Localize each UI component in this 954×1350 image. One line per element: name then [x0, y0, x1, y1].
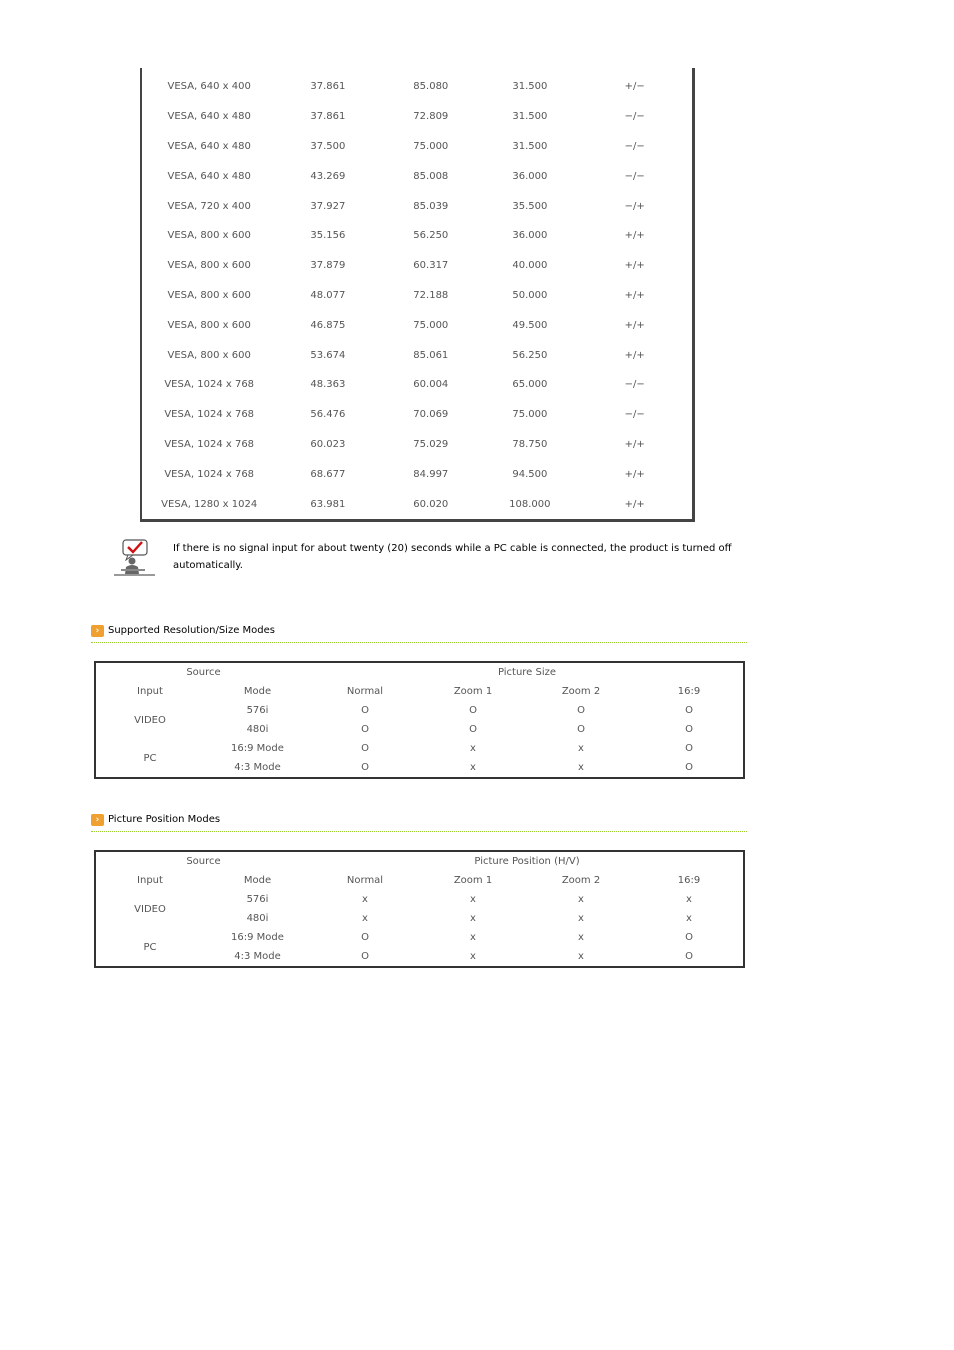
value-cell: x — [470, 894, 476, 905]
table-cell: 48.077 — [310, 289, 346, 301]
table-cell: 60.317 — [413, 260, 449, 272]
header-row — [96, 852, 743, 871]
chevron-right-icon: › — [91, 814, 104, 826]
table-row — [142, 430, 692, 460]
table-cell: 85.061 — [413, 349, 449, 361]
table-cell: 56.476 — [310, 409, 346, 421]
table-row — [142, 370, 692, 400]
table-row — [96, 928, 743, 947]
table-cell: 31.500 — [512, 140, 548, 152]
value-cell: x — [470, 762, 476, 773]
table-cell: 94.500 — [512, 468, 548, 480]
table-cell: VESA, 640 x 480 — [167, 111, 251, 123]
table-cell: VESA, 1024 x 768 — [164, 379, 255, 391]
mode-cell: 480i — [246, 724, 269, 735]
table-cell: VESA, 640 x 480 — [167, 140, 251, 152]
table-cell: 60.020 — [413, 498, 449, 510]
table-cell: 84.997 — [413, 468, 449, 480]
table-row — [142, 489, 692, 519]
table-cell: VESA, 1024 x 768 — [164, 438, 255, 450]
value-cell: x — [470, 951, 476, 962]
table-cell: −/− — [624, 170, 645, 182]
table-cell: 63.981 — [310, 498, 346, 510]
value-cell: x — [578, 762, 584, 773]
section-title-resolution: Supported Resolution/Size Modes — [108, 625, 275, 636]
value-cell: x — [470, 743, 476, 754]
value-cell: O — [361, 724, 369, 735]
column-header: Normal — [346, 875, 384, 886]
table-cell: 37.879 — [310, 260, 346, 272]
input-cell: VIDEO — [134, 903, 166, 915]
column-header: Normal — [346, 686, 384, 697]
column-header: Mode — [243, 875, 272, 886]
value-cell: O — [577, 705, 585, 716]
table-cell: 56.250 — [413, 230, 449, 242]
table-cell: 43.269 — [310, 170, 346, 182]
group-header: Picture Size — [497, 667, 557, 678]
table-cell: 78.750 — [512, 438, 548, 450]
table-cell: 65.000 — [512, 379, 548, 391]
table-cell: 75.000 — [413, 140, 449, 152]
table-cell: VESA, 640 x 480 — [167, 170, 251, 182]
position-table-frame — [94, 850, 745, 968]
table-row — [142, 281, 692, 311]
value-cell: O — [685, 932, 693, 943]
table-cell: VESA, 800 x 600 — [167, 260, 251, 272]
table-cell: 72.809 — [413, 111, 449, 123]
table-cell: 37.861 — [310, 81, 346, 93]
table-cell: +/+ — [624, 230, 645, 242]
table-cell: 31.500 — [512, 81, 548, 93]
value-cell: O — [577, 724, 585, 735]
value-cell: x — [578, 894, 584, 905]
mode-cell: 4:3 Mode — [234, 762, 281, 773]
value-cell: O — [361, 705, 369, 716]
table-cell: 60.023 — [310, 438, 346, 450]
column-header: Zoom 1 — [453, 686, 493, 697]
table-cell: 53.674 — [310, 349, 346, 361]
value-cell: x — [470, 932, 476, 943]
note-text: If there is no signal input for about twenty (20) seconds while a PC cable is connected, the product is turned off automatically. — [173, 543, 732, 571]
table-cell: 56.250 — [512, 349, 548, 361]
table-row — [142, 221, 692, 251]
value-cell: O — [685, 762, 693, 773]
header-row — [96, 663, 743, 682]
column-header: Zoom 1 — [453, 875, 493, 886]
table-cell: 108.000 — [509, 498, 551, 510]
header-row — [96, 682, 743, 701]
table-cell: 37.861 — [310, 111, 346, 123]
table-cell: −/− — [624, 140, 645, 152]
table-cell: 75.029 — [413, 438, 449, 450]
value-cell: O — [685, 951, 693, 962]
table-cell: VESA, 640 x 400 — [167, 81, 251, 93]
resolution-table — [96, 663, 743, 777]
value-cell: x — [362, 913, 368, 924]
value-cell: x — [686, 913, 692, 924]
table-cell: +/+ — [624, 319, 645, 331]
table-cell: 49.500 — [512, 319, 548, 331]
value-cell: O — [361, 951, 369, 962]
table-cell: 70.069 — [413, 409, 449, 421]
table-row — [142, 310, 692, 340]
table-cell: VESA, 1024 x 768 — [164, 468, 255, 480]
resolution-table-frame — [94, 661, 745, 779]
checkmark-note-icon — [112, 538, 156, 576]
table-cell: +/+ — [624, 468, 645, 480]
table-row — [96, 701, 743, 720]
table-cell: 68.677 — [310, 468, 346, 480]
timing-table — [142, 72, 692, 519]
table-cell: −/− — [624, 409, 645, 421]
table-cell: +/+ — [624, 438, 645, 450]
table-cell: +/+ — [624, 289, 645, 301]
column-header: 16:9 — [677, 686, 701, 697]
column-header: Mode — [243, 686, 272, 697]
value-cell: x — [362, 894, 368, 905]
table-cell: VESA, 800 x 600 — [167, 319, 251, 331]
table-row — [142, 102, 692, 132]
mode-cell: 16:9 Mode — [231, 743, 284, 754]
table-cell: 46.875 — [310, 319, 346, 331]
column-header: 16:9 — [677, 875, 701, 886]
mode-cell: 480i — [246, 913, 269, 924]
value-cell: O — [469, 705, 477, 716]
position-table — [96, 852, 743, 966]
table-cell: +/+ — [624, 349, 645, 361]
table-cell: 37.500 — [310, 140, 346, 152]
table-cell: VESA, 800 x 600 — [167, 230, 251, 242]
column-header: Input — [137, 875, 163, 886]
table-cell: 60.004 — [413, 379, 449, 391]
value-cell: O — [685, 724, 693, 735]
value-cell: O — [685, 743, 693, 754]
table-cell: +/− — [624, 81, 645, 93]
table-cell: 31.500 — [512, 111, 548, 123]
table-cell: 40.000 — [512, 260, 548, 272]
table-row — [96, 890, 743, 909]
value-cell: x — [578, 913, 584, 924]
source-header: Source — [186, 667, 221, 678]
section-header-position — [91, 813, 747, 832]
table-cell: −/− — [624, 379, 645, 391]
input-cell: VIDEO — [134, 714, 166, 726]
value-cell: O — [469, 724, 477, 735]
table-row — [142, 72, 692, 102]
section-title-position: Picture Position Modes — [108, 814, 221, 825]
table-cell: +/+ — [624, 260, 645, 272]
table-cell: 85.080 — [413, 81, 449, 93]
header-row — [96, 871, 743, 890]
table-cell: 37.927 — [310, 200, 346, 212]
value-cell: O — [685, 705, 693, 716]
column-header: Zoom 2 — [561, 686, 601, 697]
mode-cell: 576i — [246, 705, 269, 716]
table-cell: VESA, 1024 x 768 — [164, 409, 255, 421]
mode-cell: 4:3 Mode — [234, 951, 281, 962]
table-row — [142, 132, 692, 162]
table-row — [142, 459, 692, 489]
table-row — [142, 340, 692, 370]
table-cell: 75.000 — [413, 319, 449, 331]
column-header: Zoom 2 — [561, 875, 601, 886]
chevron-right-icon: › — [91, 625, 104, 637]
value-cell: x — [470, 913, 476, 924]
input-cell: PC — [143, 941, 157, 953]
table-row — [96, 739, 743, 758]
table-cell: VESA, 720 x 400 — [167, 200, 251, 212]
table-cell: 75.000 — [512, 409, 548, 421]
source-header: Source — [186, 856, 221, 867]
input-cell: PC — [143, 752, 157, 764]
timing-table-frame — [140, 68, 695, 522]
table-cell: −/− — [624, 111, 645, 123]
table-cell: 72.188 — [413, 289, 449, 301]
table-cell: 35.500 — [512, 200, 548, 212]
value-cell: x — [578, 932, 584, 943]
table-cell: VESA, 800 x 600 — [167, 349, 251, 361]
value-cell: O — [361, 743, 369, 754]
table-row — [142, 251, 692, 281]
value-cell: x — [686, 894, 692, 905]
table-cell: VESA, 1280 x 1024 — [161, 498, 258, 510]
table-cell: 36.000 — [512, 230, 548, 242]
table-cell: 48.363 — [310, 379, 346, 391]
table-cell: 35.156 — [310, 230, 346, 242]
value-cell: x — [578, 951, 584, 962]
mode-cell: 576i — [246, 894, 269, 905]
group-header: Picture Position (H/V) — [474, 856, 580, 867]
table-cell: 50.000 — [512, 289, 548, 301]
table-cell: −/+ — [624, 200, 645, 212]
value-cell: O — [361, 762, 369, 773]
value-cell: x — [578, 743, 584, 754]
note-block — [112, 538, 732, 578]
table-cell: 85.039 — [413, 200, 449, 212]
mode-cell: 16:9 Mode — [231, 932, 284, 943]
table-cell: +/+ — [624, 498, 645, 510]
value-cell: O — [361, 932, 369, 943]
table-row — [142, 400, 692, 430]
section-header-resolution — [91, 624, 747, 643]
table-row — [142, 191, 692, 221]
table-cell: VESA, 800 x 600 — [167, 289, 251, 301]
table-cell: 36.000 — [512, 170, 548, 182]
column-header: Input — [137, 686, 163, 697]
table-row — [142, 161, 692, 191]
table-cell: 85.008 — [413, 170, 449, 182]
